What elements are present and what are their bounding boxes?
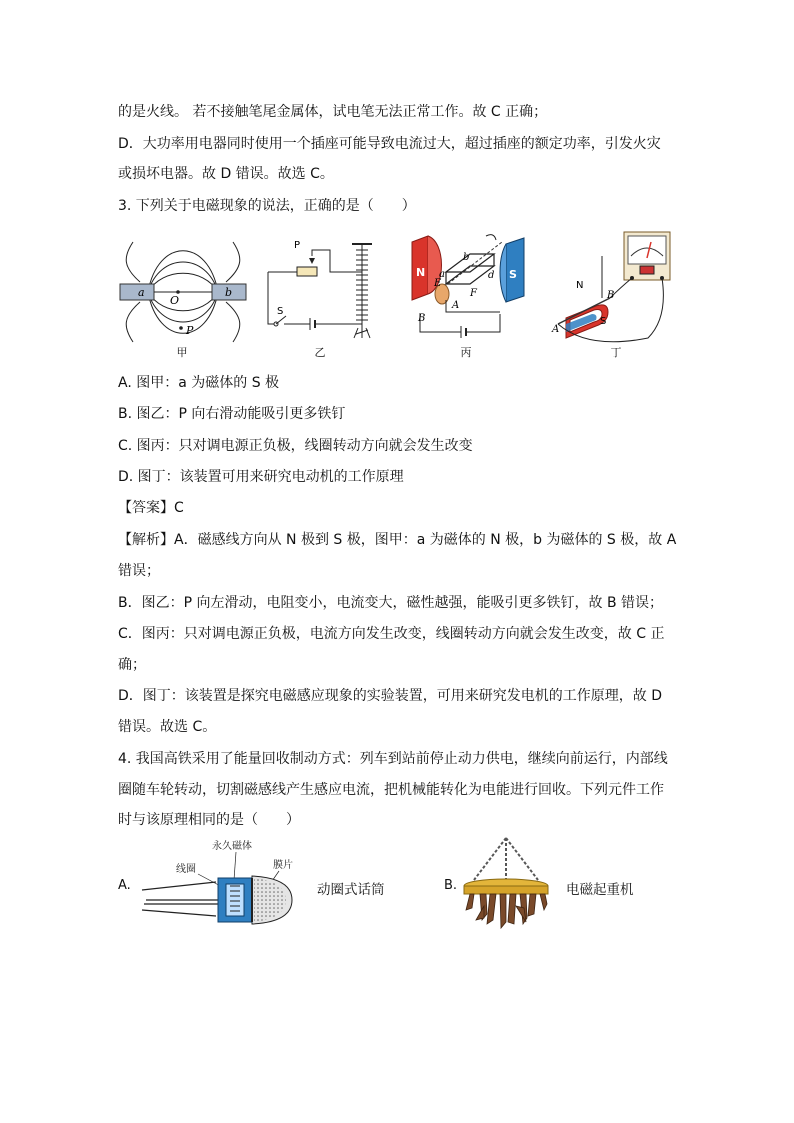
- figure-bing: [406, 228, 546, 346]
- caption-jia: 甲: [176, 346, 188, 359]
- figure-ding: [548, 228, 678, 346]
- caption-yi: 乙: [314, 346, 326, 359]
- text-line: D．大功率用电器同时使用一个插座可能导致电流过大，超过插座的额定功率，引发火灾: [118, 136, 661, 152]
- question-4-stem: 圈随车轮转动，切割磁感线产生感应电流，把机械能转化为电能进行回收。下列元件工作: [118, 782, 664, 798]
- label-p: P: [294, 240, 301, 251]
- label-b: b: [225, 286, 233, 299]
- figure-electromagnetic-crane: [460, 836, 552, 936]
- label-b: b: [463, 252, 470, 263]
- label-n: N: [416, 266, 426, 279]
- analysis-line: D．图丁：该装置是探究电磁感应现象的实验装置，可用来研究发电机的工作原理，故 D: [118, 688, 663, 704]
- label-p: P: [186, 324, 194, 337]
- question-4-stem: 4. 我国高铁采用了能量回收制动方式：列车到站前停止动力供电，继续向前运行，内部线: [118, 751, 668, 767]
- analysis-line: C．图丙：只对调电源正负极，电流方向发生改变，线圈转动方向就会发生改变，故 C 正: [118, 626, 665, 642]
- q4-option-b-letter: B.: [444, 878, 458, 893]
- analysis-line: 确；: [118, 657, 146, 673]
- text-line: 的是火线。 若不接触笔尾金属体，试电笔无法正常工作。故 C 正确；: [118, 104, 548, 120]
- analysis-line: 错误。故选 C。: [118, 719, 217, 735]
- label-a: a: [439, 269, 445, 280]
- label-s: S: [277, 306, 284, 317]
- figure-jia: [118, 232, 248, 347]
- label-a: a: [138, 286, 145, 299]
- label-a: A: [552, 324, 560, 335]
- answer: 【答案】C: [118, 500, 184, 516]
- label-s: S: [600, 316, 607, 327]
- label-s: S: [509, 268, 517, 281]
- label-coil: 线圈: [176, 864, 196, 875]
- option-c: C. 图丙：只对调电源正负极，线圈转动方向就会发生改变: [118, 438, 473, 454]
- label-diaphragm: 膜片: [273, 860, 293, 871]
- caption-ding: 丁: [610, 346, 622, 359]
- label-d: d: [488, 270, 495, 281]
- text-line: 或损坏电器。故 D 错误。故选 C。: [118, 166, 334, 182]
- label-a-upper: A: [452, 300, 460, 311]
- label-n: N: [576, 280, 584, 291]
- label-b: B: [607, 290, 615, 301]
- analysis-line: 错误；: [118, 563, 160, 579]
- question-4-stem: 时与该原理相同的是（ ）: [118, 812, 300, 828]
- label-permanent-magnet: 永久磁体: [212, 841, 252, 852]
- label-e: E: [434, 278, 442, 289]
- label-o: O: [170, 294, 180, 307]
- label-b-upper: B: [418, 313, 426, 324]
- caption-bing: 丙: [460, 346, 472, 359]
- question-3-stem: 3. 下列关于电磁现象的说法，正确的是（ ）: [118, 198, 416, 214]
- q4-option-b-desc: 电磁起重机: [566, 882, 634, 898]
- figure-yi: [262, 236, 382, 344]
- label-f: F: [470, 288, 477, 299]
- analysis-line: B．图乙：P 向左滑动，电阻变小，电流变大，磁性越强，能吸引更多铁钉，故 B 错误；: [118, 595, 663, 611]
- option-a: A. 图甲：a 为磁体的 S 极: [118, 375, 280, 391]
- analysis-line: 【解析】A．磁感线方向从 N 极到 S 极，图甲：a 为磁体的 N 极，b 为磁体的 S 极，故 A: [118, 532, 677, 548]
- figure-dynamic-microphone: [136, 838, 306, 928]
- option-b: B. 图乙：P 向右滑动能吸引更多铁钉: [118, 406, 346, 422]
- option-d: D. 图丁：该装置可用来研究电动机的工作原理: [118, 469, 404, 485]
- q4-option-a-desc: 动圈式话筒: [317, 882, 385, 898]
- q4-option-a-letter: A.: [118, 878, 131, 893]
